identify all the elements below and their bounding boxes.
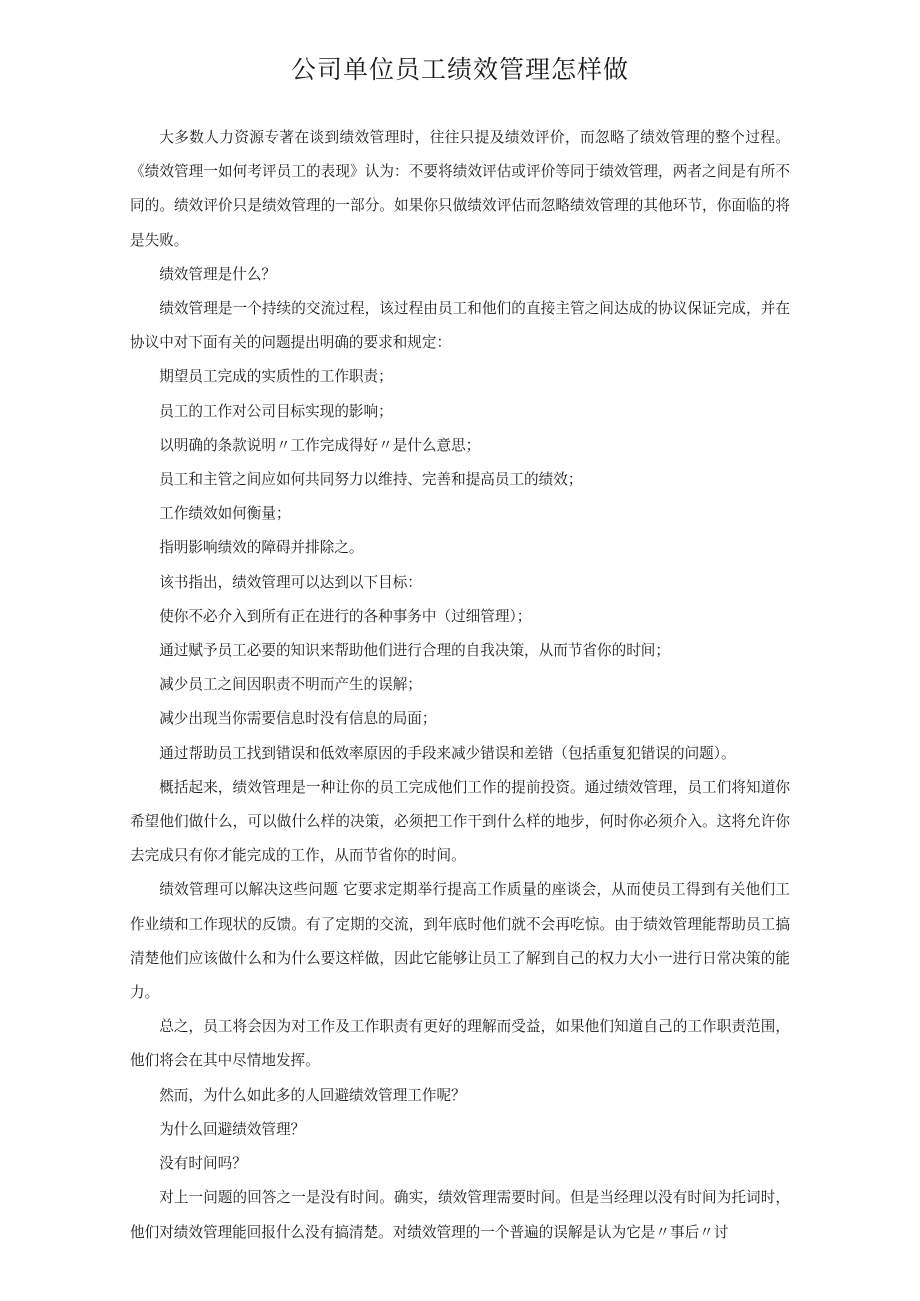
list-item: 通过帮助员工找到错误和低效率原因的手段来减少错误和差错（包括重复犯错误的问题）。 <box>159 744 736 762</box>
list-item: 期望员工完成的实质性的工作职责； <box>159 368 393 386</box>
document-title: 公司单位员工绩效管理怎样做 <box>290 55 629 84</box>
list-item: 指明影响绩效的障碍并排除之。 <box>159 539 364 557</box>
paragraph: 该书指出，绩效管理可以达到以下目标： <box>159 573 422 591</box>
list-item: 减少员工之间因职责不明而产生的误解； <box>159 676 422 694</box>
list-item: 通过赋予员工必要的知识来帮助他们进行合理的自我决策，从而节省你的时间； <box>159 642 670 660</box>
sub-heading: 没有时间吗？ <box>159 1155 247 1173</box>
list-item: 使你不必介入到所有正在进行的各种事务中（过细管理）； <box>159 607 532 625</box>
section-heading: 为什么回避绩效管理？ <box>159 1120 306 1138</box>
paragraph: 对上一问题的回答之一是没有时间。确实，绩效管理需要时间。但是当经理以没有时间为托词时，他们对绩效管理能回报什么没有搞清楚。对绩效管理的一个普遍的误解是认为它是〃事后〃讨 <box>130 1189 790 1241</box>
list-item: 以明确的条款说明〃工作完成得好〃是什么意思； <box>159 436 481 454</box>
paragraph: 总之，员工将会因为对工作及工作职责有更好的理解而受益，如果他们知道自己的工作职责范围，他们将会在其中尽情地发挥。 <box>130 1018 790 1070</box>
paragraph: 绩效管理是一个持续的交流过程，该过程由员工和他们的直接主管之间达成的协议保证完成，并在协议中对下面有关的问题提出明确的要求和规定： <box>130 300 790 352</box>
list-item: 减少出现当你需要信息时没有信息的局面； <box>159 710 437 728</box>
document-body <box>130 121 790 1250</box>
list-item: 工作绩效如何衡量； <box>159 505 291 523</box>
paragraph: 绩效管理可以解决这些问题 它要求定期举行提高工作质量的座谈会，从而使员工得到有关他们工作业绩和工作现状的反馈。有了定期的交流，到年底时他们就不会再吃惊。由于绩效管理能帮助员工搞清楚他们应该做什么和为什么要这样做，因此它能够让员工了解到自己的权力大小一进行日常决策的能力。 <box>130 881 790 1002</box>
list-item: 员工的工作对公司目标实现的影响； <box>159 402 393 420</box>
paragraph: 绩效管理是什么？ <box>159 265 276 283</box>
paragraph: 大多数人力资源专著在谈到绩效管理时，往往只提及绩效评价，而忽略了绩效管理的整个过程。《绩效管理一如何考评员工的表现》认为：不要将绩效评估或评价等同于绩效管理，两者之间是有所不同的。绩效评价只是绩效管理的一部分。如果你只做绩效评估而忽略绩效管理的其他环节，你面临的将是失败。 <box>130 129 790 249</box>
paragraph: 概括起来，绩效管理是一种让你的员工完成他们工作的提前投资。通过绩效管理，员工们将知道你希望他们做什么，可以做什么样的决策，必须把工作干到什么样的地步，何时你必须介入。这将允许你去完成只有你才能完成的工作，从而节省你的时间。 <box>130 778 790 865</box>
paragraph: 然而，为什么如此多的人回避绩效管理工作呢？ <box>159 1086 466 1104</box>
list-item: 员工和主管之间应如何共同努力以维持、完善和提高员工的绩效； <box>159 471 583 489</box>
